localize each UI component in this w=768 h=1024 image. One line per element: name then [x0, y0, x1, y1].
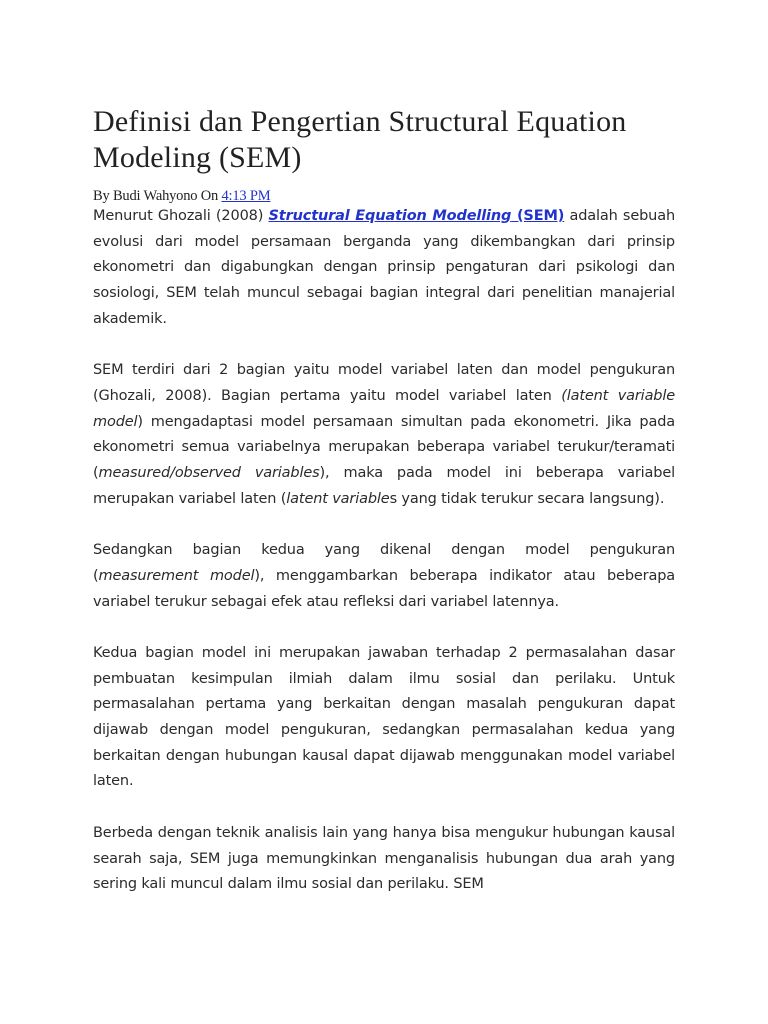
paragraph-text: ), maka pada model ini beberapa variabel merupakan variabel laten ( [93, 465, 675, 507]
sem-link-abbr: (SEM) [511, 208, 565, 224]
sem-link[interactable] [269, 208, 565, 224]
paragraph-text: SEM terdiri dari 2 bagian yaitu model variabel laten dan model pengukuran (Ghozali, 2008). Bagian pertama yaitu model variabel laten [93, 362, 675, 404]
byline-author: By Budi Wahyono On [93, 188, 222, 204]
byline [93, 188, 675, 204]
paragraph-2 [93, 358, 675, 512]
paragraph-text: Menurut Ghozali (2008) [93, 208, 269, 224]
paragraph-text: s yang tidak terukur secara langsung). [389, 490, 665, 507]
paragraph-text: ), menggambarkan beberapa indikator atau beberapa variabel terukur sebagai efek atau refleksi dari variabel latennya. [93, 567, 675, 610]
paragraph-text: adalah sebuah evolusi dari model persamaan berganda yang dikembangkan dari prinsip ekonometri dan digabungkan dengan prinsip pengaturan dari psikologi dan sosiologi, SEM telah muncul sebagai bagian integral dari penelitian manajerial akademik. [93, 208, 675, 327]
article [93, 104, 675, 924]
italic-term: measurement model [98, 567, 255, 584]
italic-term: (latent variable model [93, 387, 676, 430]
italic-term: measured/observed variables [98, 465, 320, 482]
paragraph-3 [93, 538, 675, 615]
italic-term: latent variable [286, 490, 390, 507]
article-body [93, 204, 675, 898]
paragraph-text: Sedangkan bagian kedua yang dikenal dengan model pengukuran ( [93, 542, 675, 584]
sem-link-italic-text: Structural Equation Modelling [268, 208, 512, 224]
paragraph-5: Berbeda dengan teknik analisis lain yang hanya bisa mengukur hubungan kausal searah saja, SEM juga memungkinkan menganalisis hubungan dua arah yang sering kali muncul dalam ilmu sosial dan perilaku. SEM [93, 824, 675, 893]
post-time-link[interactable]: 4:13 PM [221, 188, 271, 204]
paragraph-4: Kedua bagian model ini merupakan jawaban terhadap 2 permasalahan dasar pembuatan kesimpulan ilmiah dalam ilmu sosial dan perilaku. Untuk permasalahan pertama yang berkaitan dengan masalah pengukuran dapat dijawab dengan model pengukuran, sedangkan permasalahan kedua yang berkaitan dengan hubungan kausal dapat dijawab menggunakan model variabel laten. [93, 644, 675, 790]
paragraph-1 [93, 204, 675, 333]
page-title: Definisi dan Pengertian Structural Equation Modeling (SEM) [93, 105, 627, 174]
paragraph-text: ) mengadaptasi model persamaan simultan pada ekonometri. Jika pada ekonometri semua variabelnya merupakan beberapa variabel terukur/teramati ( [93, 413, 675, 482]
